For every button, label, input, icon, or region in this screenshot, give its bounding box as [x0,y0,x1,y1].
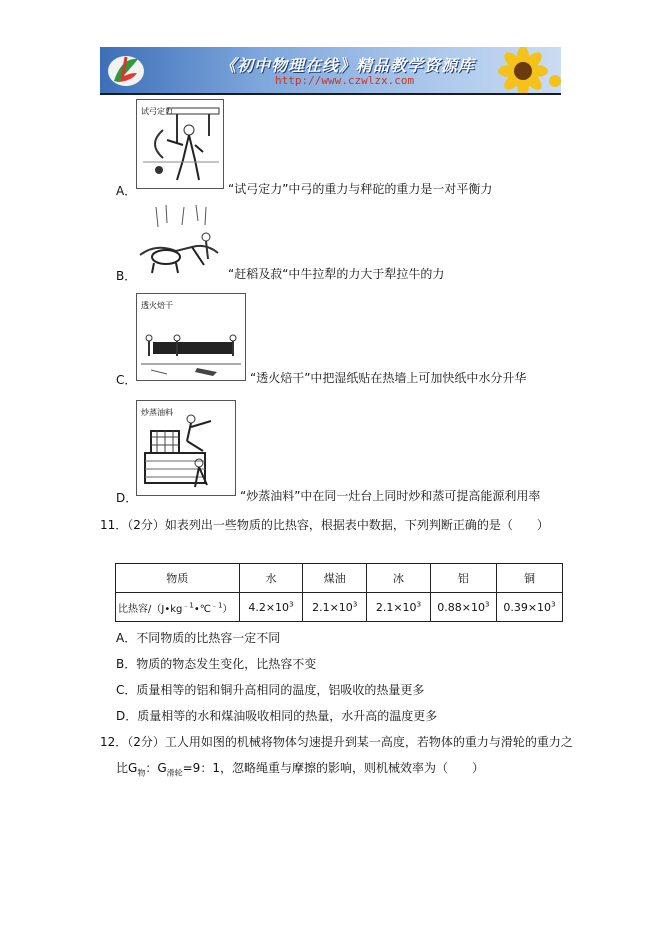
option-a-picture [136,99,224,189]
table-cell: $2.1\times 10^3$ [367,593,431,622]
oil-steaming-illustration [137,401,235,495]
table-header-cell: 煤油 [303,564,367,593]
table-header-row [116,564,563,593]
specific-heat-table [115,563,563,622]
row-label-specific-heat: 比热容$/(J•kg^{﹣1}•℃^{﹣1})$ [116,593,240,622]
q11-choice-c: C．质量相等的铝和铜升高相同的温度，铝吸收的热量更多 [116,683,425,697]
table-cell: $0.39\times 10^3$ [496,593,562,622]
option-a-pic-caption: 试弓定力 [141,107,173,116]
sunflower-icon [471,47,561,93]
table-header-cell: 铜 [496,564,562,593]
option-a-letter: A． [116,184,137,198]
table-cell: $0.88\times 10^3$ [430,593,496,622]
header-banner [100,47,561,93]
table-row [116,593,563,622]
option-d-picture [136,400,236,496]
banner-url[interactable]: http://www.czwlzx.com [275,74,415,87]
archery-scale-illustration [137,100,223,188]
option-a-text: “试弓定力”中弓的重力与秤砣的重力是一对平衡力 [228,182,493,196]
option-d-text: “炒蒸油料”中在同一灶台上同时炒和蒸可提高能源利用率 [240,489,541,503]
option-b-text: “赶稻及菽“中牛拉犁的力大于犁拉牛的力 [228,267,445,281]
table-cell: $4.2\times 10^3$ [239,593,303,622]
table-header-cell: 水 [239,564,303,593]
q11-stem: 11．（2分）如表列出一些物质的比热容，根据表中数据，下列判断正确的是（ ） [100,518,549,532]
option-d-letter: D． [116,491,138,505]
table-header-cell: 冰 [367,564,431,593]
q11-choice-d: D．质量相等的水和煤油吸收相同的热量，水升高的温度更多 [116,709,438,723]
q12-stem-line1: 12．（2分）工人用如图的机械将物体匀速提升到某一高度，若物体的重力与滑轮的重力之 [100,735,573,749]
ox-plough-illustration [136,203,222,279]
option-c-letter: C． [116,373,137,387]
option-b-picture [136,203,222,279]
option-c-picture [136,293,246,381]
table-header-cell: 铝 [430,564,496,593]
q12-stem-line2: 比$G_物$：$G_{滑轮}=9$：1，忽略绳重与摩擦的影响，则机械效率为（ ） [116,761,484,778]
paper-drying-illustration [137,294,245,380]
table-cell: $2.1\times 10^3$ [303,593,367,622]
option-b-letter: B． [116,269,137,283]
header-rule [100,93,561,95]
table-header-cell: 物质 [116,564,240,593]
option-c-text: “透火焙干”中把湿纸贴在热墙上可加快纸中水分升华 [250,371,527,385]
option-c-pic-caption: 透火焙干 [141,301,173,310]
banner-title: 《初中物理在线》精品教学资源库 [220,56,476,75]
option-d-pic-caption: 炒蒸油料 [141,408,173,417]
q11-choice-a: A．不同物质的比热容一定不同 [116,631,281,645]
leaf-logo-icon [104,51,148,89]
q11-choice-b: B．物质的物态发生变化，比热容不变 [116,657,317,671]
